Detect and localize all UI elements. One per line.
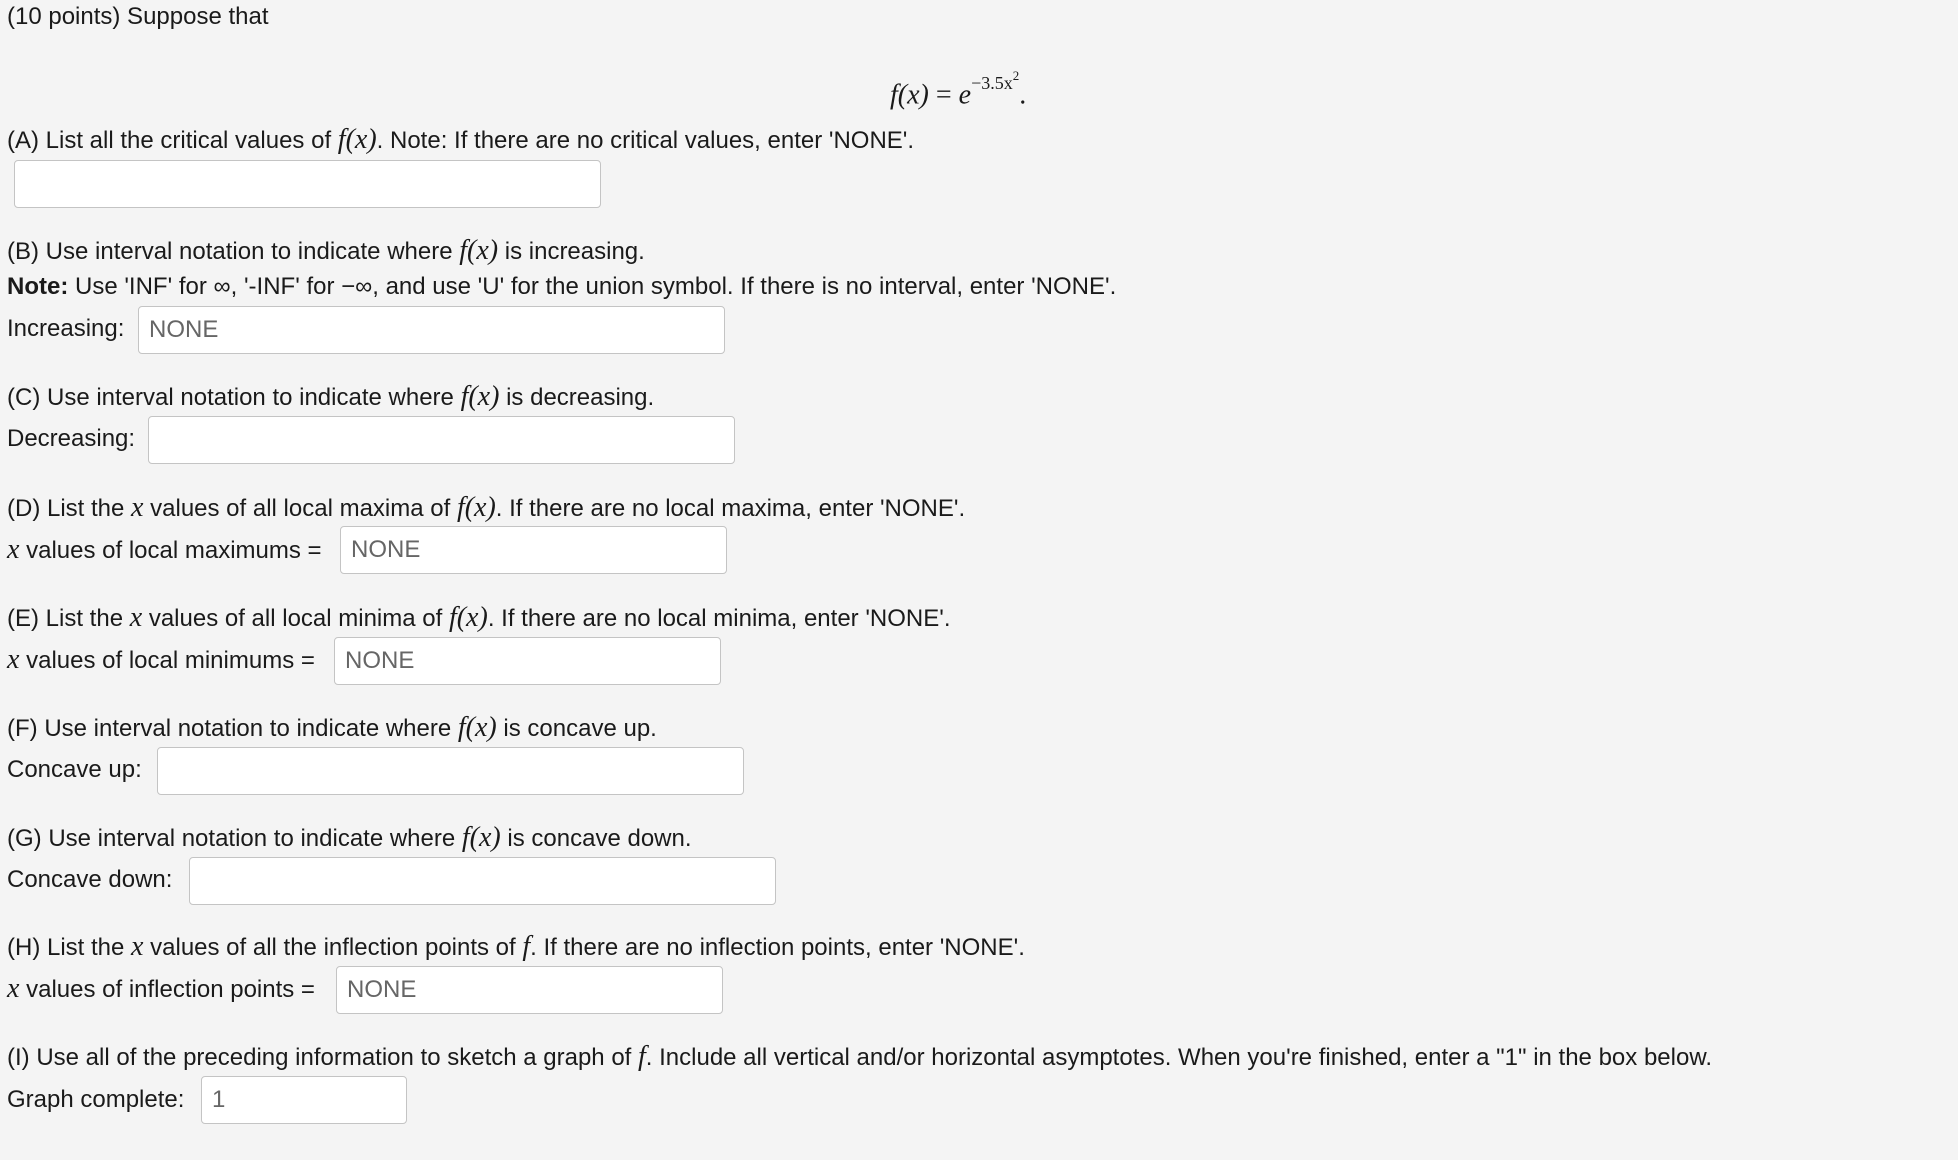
- part-f-fx: f(x): [457, 712, 497, 743]
- part-h-question: [7, 932, 1025, 962]
- part-f-suffix: is concave up.: [496, 715, 657, 742]
- part-c-prefix: (C) Use interval notation to indicate where: [7, 384, 461, 411]
- formula-equals: =: [935, 79, 952, 111]
- part-g-suffix: is concave down.: [500, 825, 692, 852]
- part-d-middle: values of all local maxima of: [143, 495, 457, 522]
- part-a-fx: f(x): [337, 124, 377, 155]
- part-b-fx: f(x): [459, 235, 499, 266]
- graph-complete-label: [7, 1085, 184, 1115]
- part-h-f: f: [522, 931, 531, 962]
- formula-lhs: f(x): [890, 79, 929, 111]
- part-d-fx: f(x): [456, 492, 496, 523]
- increasing-label: [7, 314, 124, 344]
- part-e-middle: values of all local minima of: [142, 605, 449, 632]
- part-i-f: f: [638, 1041, 646, 1072]
- concave-up-label: [7, 755, 142, 785]
- formula-exponent-text: −3.5x: [971, 73, 1013, 93]
- part-i-question: [7, 1042, 1712, 1072]
- increasing-input[interactable]: [138, 306, 725, 354]
- concave-up-input[interactable]: [157, 747, 744, 795]
- formula-base: e: [958, 79, 972, 111]
- part-c-suffix: is decreasing.: [499, 384, 655, 411]
- function-formula: [890, 62, 1026, 115]
- graph-complete-input[interactable]: [201, 1076, 407, 1124]
- part-h-suffix: . If there are no inflection points, enter 'NONE'.: [530, 934, 1025, 961]
- increasing-label-text: Increasing:: [7, 315, 125, 342]
- local-min-label: [7, 645, 315, 675]
- local-max-x: x: [7, 534, 20, 565]
- local-max-label-text: values of local maximums =: [19, 537, 322, 564]
- part-g-fx: f(x): [461, 822, 501, 853]
- part-f-question: [7, 713, 657, 743]
- graph-complete-label-text: Graph complete:: [7, 1086, 185, 1113]
- part-c-question: [7, 382, 654, 412]
- part-d-question: [7, 493, 965, 523]
- part-f-prefix: (F) Use interval notation to indicate where: [7, 715, 458, 742]
- problem-intro: [7, 2, 269, 32]
- part-b-prefix: (B) Use interval notation to indicate where: [7, 238, 460, 265]
- part-g-question: [7, 823, 692, 853]
- part-e-prefix: (E) List the: [7, 605, 130, 632]
- concave-down-input[interactable]: [189, 857, 776, 905]
- note-label: Note:: [7, 273, 69, 300]
- part-d-prefix: (D) List the: [7, 495, 132, 522]
- formula-period: .: [1019, 79, 1027, 111]
- part-d-suffix: . If there are no local maxima, enter 'NONE'.: [495, 495, 966, 522]
- part-e-question: [7, 603, 951, 633]
- part-i-suffix: . Include all vertical and/or horizontal asymptotes. When you're finished, enter a "1" in the box below.: [645, 1044, 1712, 1071]
- concave-up-label-text: Concave up:: [7, 756, 142, 783]
- local-min-label-text: values of local minimums =: [19, 647, 315, 674]
- inflection-label: [7, 974, 315, 1004]
- critical-values-input[interactable]: [14, 160, 601, 208]
- part-g-prefix: (G) Use interval notation to indicate where: [7, 825, 462, 852]
- note-text: Use 'INF' for ∞, '-INF' for −∞, and use 'U' for the union symbol. If there is no interval, enter 'NONE'.: [68, 273, 1117, 300]
- part-h-x: x: [131, 931, 144, 962]
- part-c-fx: f(x): [460, 381, 500, 412]
- part-h-middle: values of all the inflection points of: [143, 934, 523, 961]
- part-a-suffix: . Note: If there are no critical values, enter 'NONE'.: [376, 127, 915, 154]
- local-maxima-input[interactable]: [340, 526, 727, 574]
- local-max-label: [7, 535, 322, 565]
- decreasing-input[interactable]: [148, 416, 735, 464]
- inflection-label-text: values of inflection points =: [19, 976, 315, 1003]
- part-a-prefix: (A) List all the critical values of: [7, 127, 338, 154]
- part-e-x: x: [129, 602, 143, 633]
- decreasing-label-text: Decreasing:: [7, 425, 136, 452]
- formula-exponent: [971, 68, 1020, 93]
- part-b-question: [7, 236, 645, 266]
- part-i-prefix: (I) Use all of the preceding information to sketch a graph of: [7, 1044, 638, 1071]
- inflection-x: x: [7, 973, 20, 1004]
- interval-notation-note: [7, 272, 1116, 302]
- local-min-x: x: [7, 644, 20, 675]
- inflection-points-input[interactable]: [336, 966, 723, 1014]
- concave-down-label-text: Concave down:: [7, 866, 173, 893]
- part-b-suffix: is increasing.: [498, 238, 645, 265]
- part-d-x: x: [131, 492, 144, 523]
- part-h-prefix: (H) List the: [7, 934, 132, 961]
- part-e-fx: f(x): [448, 602, 488, 633]
- concave-down-label: [7, 865, 172, 895]
- decreasing-label: [7, 424, 135, 454]
- part-e-suffix: . If there are no local minima, enter 'NONE'.: [487, 605, 951, 632]
- intro-text: (10 points) Suppose that: [7, 3, 269, 30]
- part-a-question: [7, 125, 914, 155]
- formula-exponent-power: 2: [1012, 68, 1020, 83]
- local-minima-input[interactable]: [334, 637, 721, 685]
